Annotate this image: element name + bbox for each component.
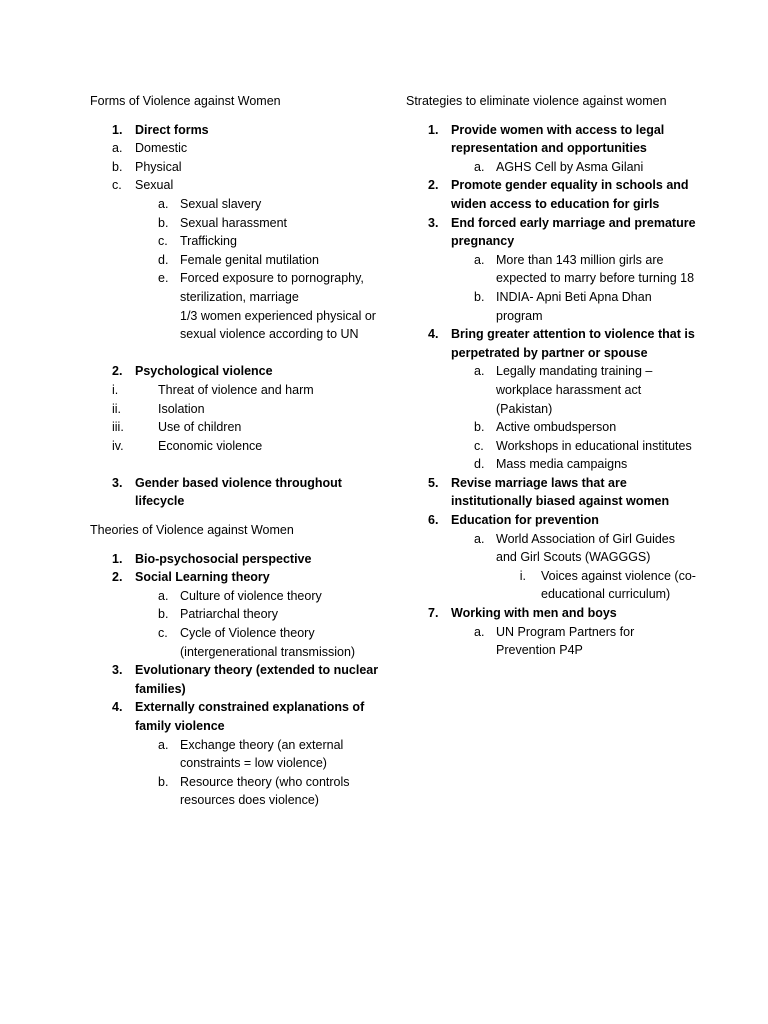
list-item	[90, 176, 380, 195]
list-item	[406, 251, 696, 288]
list-marker: 1.	[112, 122, 123, 137]
forms-list	[90, 121, 380, 511]
list-marker: b.	[158, 774, 169, 789]
list-marker: a.	[474, 624, 485, 639]
list-item	[90, 736, 380, 773]
list-text: Sexual harassment	[180, 215, 288, 230]
list-text: Exchange theory (an external constraints = low violence)	[180, 737, 344, 771]
strategies-list	[406, 121, 696, 660]
list-text: Working with men and boys	[451, 606, 617, 621]
list-item	[406, 567, 696, 604]
list-item	[406, 437, 696, 456]
list-marker: b.	[474, 289, 485, 304]
list-item	[406, 214, 696, 251]
list-text: Culture of violence theory	[180, 588, 322, 603]
list-text: Evolutionary theory (extended to nuclear families)	[135, 663, 379, 696]
list-text: Promote gender equality in schools and widen access to education for girls	[451, 178, 689, 211]
list-marker: b.	[474, 420, 485, 435]
list-marker: 6.	[428, 513, 439, 528]
list-item	[90, 269, 380, 306]
list-marker: c.	[158, 234, 168, 249]
list-item	[90, 400, 380, 419]
list-marker: 1.	[112, 551, 123, 566]
list-marker: 5.	[428, 475, 439, 490]
list-marker: a.	[158, 196, 169, 211]
list-item	[90, 773, 380, 810]
theories-list	[90, 550, 380, 810]
list-item	[90, 214, 380, 233]
list-text: End forced early marriage and premature pregnancy	[451, 215, 696, 249]
list-text: Gender based violence throughout lifecycle	[135, 475, 342, 509]
list-text: UN Program Partners for Prevention P4P	[496, 624, 635, 658]
list-text: Direct forms	[135, 122, 209, 137]
list-text: Social Learning theory	[135, 570, 270, 585]
list-item	[90, 418, 380, 437]
list-item	[90, 624, 380, 661]
list-marker: a.	[112, 141, 123, 156]
list-marker: 3.	[428, 215, 439, 230]
list-item	[90, 474, 380, 511]
list-spacer	[90, 455, 380, 474]
list-item	[90, 587, 380, 606]
list-marker: c.	[158, 626, 168, 641]
list-item	[406, 511, 696, 530]
list-text: Isolation	[158, 401, 205, 416]
list-text: Mass media campaigns	[496, 457, 628, 472]
list-item	[406, 121, 696, 158]
list-text: World Association of Girl Guides and Girl Scouts (WAGGGS)	[496, 531, 676, 565]
list-marker: ii.	[112, 401, 122, 416]
list-text: Domestic	[135, 141, 188, 156]
list-text: Physical	[135, 159, 182, 174]
list-text: Threat of violence and harm	[158, 382, 314, 397]
list-marker: 4.	[428, 327, 439, 342]
list-text: Education for prevention	[451, 513, 599, 528]
list-text: Provide women with access to legal representation and opportunities	[451, 122, 665, 156]
list-marker: 1.	[428, 122, 439, 137]
list-item	[90, 698, 380, 735]
list-marker: 3.	[112, 663, 123, 678]
list-item	[406, 325, 696, 362]
list-item	[90, 437, 380, 456]
list-text: Cycle of Violence theory (intergenerational transmission)	[180, 626, 356, 659]
list-marker: 2.	[112, 570, 123, 585]
left-column	[90, 92, 380, 810]
list-marker: iv.	[112, 438, 124, 453]
list-item	[90, 121, 380, 140]
list-marker: 4.	[112, 700, 123, 715]
list-text: Psychological violence	[135, 364, 273, 379]
list-text: Bio-psychosocial perspective	[135, 551, 312, 566]
list-text: Sexual slavery	[180, 196, 262, 211]
list-marker: c.	[474, 438, 484, 453]
list-text: Active ombudsperson	[496, 420, 617, 435]
strategies-heading: Strategies to eliminate violence against women	[406, 94, 667, 108]
list-item	[90, 195, 380, 214]
list-item	[90, 661, 380, 698]
list-item	[90, 550, 380, 569]
list-marker: 2.	[428, 178, 439, 193]
list-marker: a.	[474, 531, 485, 546]
list-item	[406, 362, 696, 418]
list-marker: 2.	[112, 364, 123, 379]
list-item	[90, 362, 380, 381]
list-marker: 3.	[112, 475, 123, 490]
list-text: Sexual	[135, 178, 174, 193]
list-text: Female genital mutilation	[180, 252, 319, 267]
list-text: Economic violence	[158, 438, 263, 453]
list-marker: d.	[158, 252, 169, 267]
list-marker: b.	[158, 215, 169, 230]
list-text: Voices against violence (co-educational curriculum)	[541, 568, 696, 602]
list-item	[90, 605, 380, 624]
list-text: Patriarchal theory	[180, 607, 278, 622]
list-marker: a.	[474, 159, 485, 174]
list-text: Forced exposure to pornography, sterilization, marriage	[180, 271, 364, 304]
list-item	[406, 158, 696, 177]
list-marker: b.	[158, 607, 169, 622]
list-text: Revise marriage laws that are institutionally biased against women	[451, 475, 670, 509]
list-text: AGHS Cell by Asma Gilani	[496, 159, 644, 174]
list-item	[406, 288, 696, 325]
list-item	[90, 251, 380, 270]
list-marker: 7.	[428, 606, 439, 621]
list-spacer	[90, 344, 380, 363]
list-item	[90, 568, 380, 587]
list-marker: i.	[519, 568, 526, 583]
list-marker: i.	[112, 382, 119, 397]
list-marker: iii.	[112, 420, 124, 435]
forms-heading: Forms of Violence against Women	[90, 94, 281, 108]
list-item	[406, 604, 696, 623]
list-text: 1/3 women experienced physical or sexual violence according to UN	[180, 308, 376, 342]
list-marker: b.	[112, 159, 123, 174]
list-text: Externally constrained explanations of family violence	[135, 700, 365, 733]
list-item	[406, 455, 696, 474]
list-text: Resource theory (who controls resources does violence)	[180, 774, 350, 808]
list-marker: c.	[112, 178, 122, 193]
list-text: More than 143 million girls are expected to marry before turning 18	[496, 252, 695, 286]
list-item	[90, 139, 380, 158]
list-marker: a.	[474, 364, 485, 379]
list-text: Bring greater attention to violence that is perpetrated by partner or spouse	[451, 327, 695, 360]
list-item	[90, 158, 380, 177]
list-item	[406, 530, 696, 567]
theories-heading: Theories of Violence against Women	[90, 523, 294, 538]
list-text: Use of children	[158, 420, 242, 435]
list-item	[406, 418, 696, 437]
list-text: INDIA- Apni Beti Apna Dhan program	[496, 289, 652, 323]
list-item	[90, 307, 380, 344]
list-marker: a.	[474, 252, 485, 267]
list-marker: a.	[158, 588, 169, 603]
list-marker: e.	[158, 271, 169, 286]
list-item	[406, 176, 696, 213]
list-text: Trafficking	[180, 234, 237, 249]
list-text: Workshops in educational institutes	[496, 438, 692, 453]
list-item	[406, 623, 696, 660]
list-item	[90, 232, 380, 251]
list-marker: d.	[474, 457, 485, 472]
list-text: Legally mandating training – workplace harassment act (Pakistan)	[496, 364, 653, 416]
list-item	[90, 381, 380, 400]
list-marker: a.	[158, 737, 169, 752]
list-item	[406, 474, 696, 511]
right-column	[406, 92, 696, 660]
